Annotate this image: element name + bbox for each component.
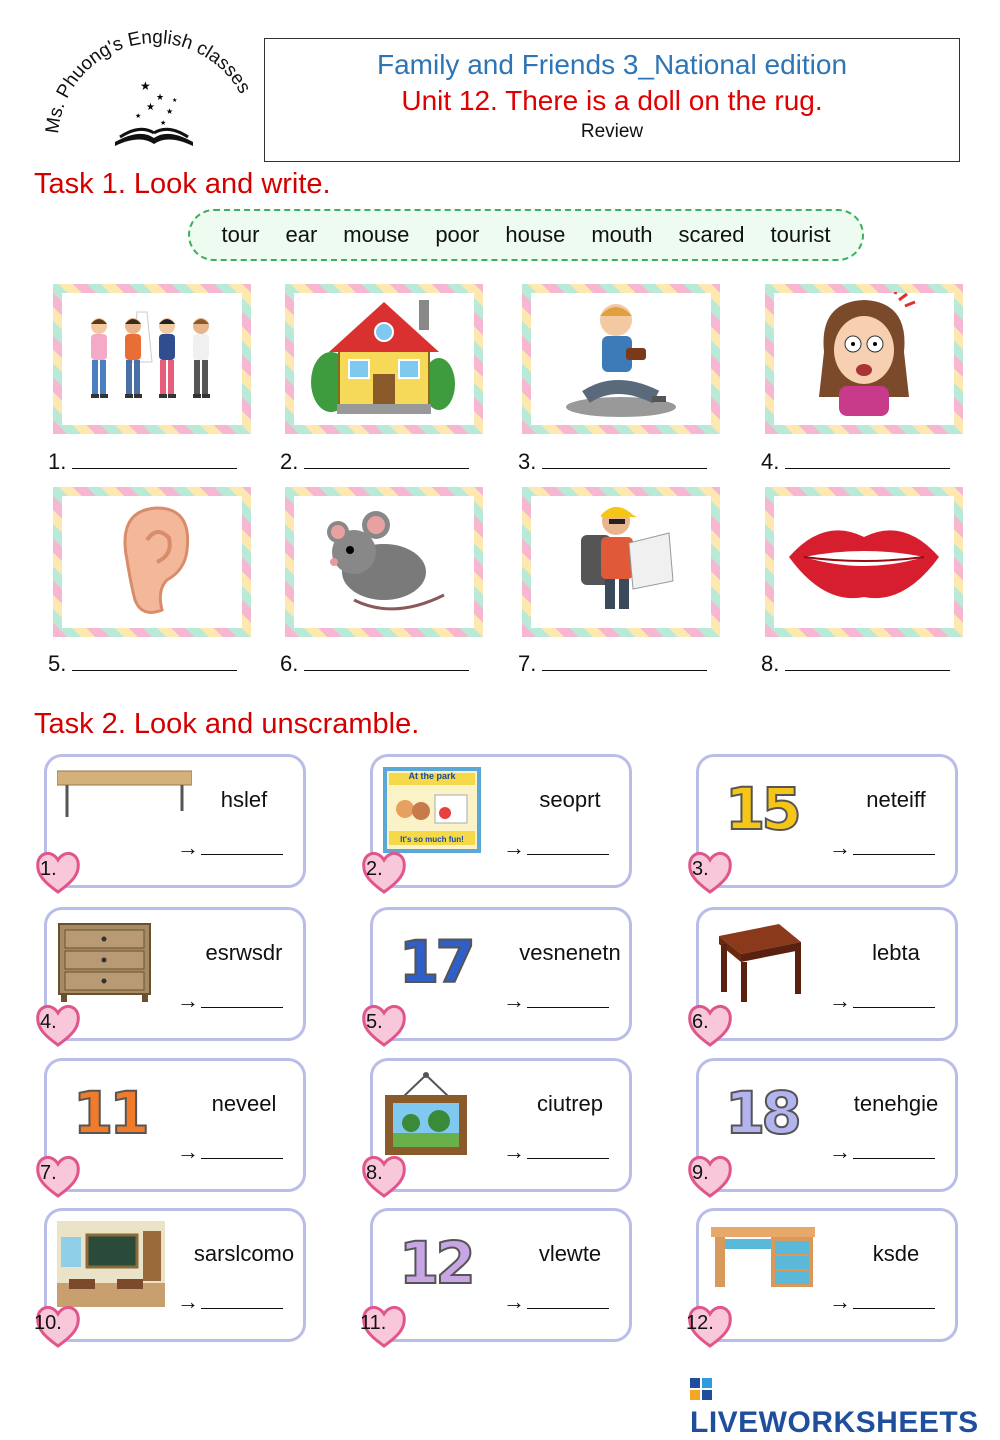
item-number: 11. — [360, 1312, 387, 1334]
header-box — [264, 38, 960, 162]
answer-row — [177, 835, 283, 861]
svg-text:★: ★ — [166, 107, 174, 116]
answer-row — [518, 449, 707, 475]
house-icon — [309, 292, 459, 427]
item-number: 1. — [40, 858, 57, 880]
word-bank-word: mouth — [591, 222, 653, 247]
poster-caption: It's so much fun! — [400, 835, 464, 844]
arrow-icon: → — [177, 1139, 199, 1164]
item-number: 5. — [48, 651, 67, 676]
item-number: 10. — [34, 1312, 62, 1334]
word-bank-word: tour — [221, 222, 260, 247]
item-number: 1. — [48, 449, 67, 474]
unscramble-card — [696, 754, 958, 888]
heart-icon — [34, 1001, 82, 1049]
unscramble-card — [696, 1208, 958, 1342]
answer-row — [177, 1139, 283, 1165]
word-bank-word: poor — [435, 222, 480, 247]
item-number: 5. — [366, 1011, 383, 1033]
answer-row — [177, 1289, 283, 1315]
scrambled-word: sarslcomo — [193, 1241, 295, 1266]
unscramble-card — [44, 907, 306, 1041]
unscramble-card — [370, 1208, 632, 1342]
unscramble-card — [696, 907, 958, 1041]
answer-blank[interactable] — [201, 1290, 283, 1309]
unscramble-card — [370, 754, 632, 888]
unscramble-card — [370, 907, 632, 1041]
word-bank-word: house — [505, 222, 566, 247]
review-label: Review — [580, 121, 644, 142]
item-number: 9. — [692, 1162, 709, 1184]
answer-row — [48, 651, 237, 677]
answer-row — [503, 1139, 609, 1165]
picture-frame-icon — [383, 1071, 493, 1161]
svg-text:★: ★ — [156, 92, 165, 102]
scrambled-word: lebta — [872, 940, 920, 965]
answer-blank[interactable] — [542, 652, 707, 671]
table-icon — [709, 920, 819, 1010]
unit-title: Unit 12. There is a doll on the rug. — [401, 85, 823, 116]
arrow-icon: → — [503, 988, 525, 1013]
arrow-icon: → — [177, 835, 199, 860]
item-number: 12. — [686, 1312, 714, 1334]
answer-blank[interactable] — [72, 450, 237, 469]
heart-icon — [360, 1001, 408, 1049]
answer-row — [503, 835, 609, 861]
mouse-icon — [314, 500, 454, 625]
answer-row — [829, 1289, 935, 1315]
answer-blank[interactable] — [527, 989, 609, 1008]
answer-row — [829, 1139, 935, 1165]
answer-row — [280, 651, 469, 677]
answer-blank[interactable] — [304, 450, 469, 469]
heart-icon — [360, 1302, 408, 1350]
picture-card — [285, 284, 483, 434]
answer-blank[interactable] — [527, 1290, 609, 1309]
word-bank-word: tourist — [770, 222, 831, 247]
answer-row — [761, 449, 950, 475]
scrambled-word: ciutrep — [536, 1091, 604, 1116]
brand-text: LIVEWORKSHEETS — [690, 1406, 979, 1439]
heart-icon — [34, 848, 82, 896]
answer-blank[interactable] — [304, 652, 469, 671]
scrambled-word: vesnenetn — [519, 940, 621, 965]
poster-icon — [383, 767, 493, 857]
liveworksheets-logo-icon — [690, 1378, 712, 1400]
arrow-icon: → — [503, 1139, 525, 1164]
desk-icon — [709, 1221, 819, 1311]
item-number: 2. — [280, 449, 299, 474]
answer-row — [761, 651, 950, 677]
arrow-icon: → — [503, 835, 525, 860]
answer-blank[interactable] — [201, 989, 283, 1008]
answer-blank[interactable] — [527, 1140, 609, 1159]
tour-group-icon — [67, 302, 237, 417]
word-bank — [188, 209, 864, 261]
heart-icon — [686, 1302, 734, 1350]
scrambled-word: vlewte — [538, 1241, 602, 1266]
scrambled-word: hslef — [220, 787, 268, 812]
classroom-icon — [57, 1221, 167, 1311]
item-number: 8. — [366, 1162, 383, 1184]
logo-text: Ms. Phuong's English classes — [42, 30, 255, 135]
scrambled-word: tenehgie — [853, 1091, 939, 1116]
answer-blank[interactable] — [853, 1140, 935, 1159]
task1-title: Task 1. Look and write. — [34, 168, 331, 200]
picture-card — [53, 284, 251, 434]
item-number: 7. — [518, 651, 537, 676]
answer-blank[interactable] — [853, 836, 935, 855]
item-number: 6. — [692, 1011, 709, 1033]
heart-icon — [360, 1152, 408, 1200]
arrow-icon: → — [829, 988, 851, 1013]
arrow-icon: → — [177, 988, 199, 1013]
picture-card — [285, 487, 483, 637]
answer-row — [518, 651, 707, 677]
item-number: 2. — [366, 858, 383, 880]
item-number: 4. — [761, 449, 780, 474]
picture-card — [522, 284, 720, 434]
answer-blank[interactable] — [72, 652, 237, 671]
number-18-icon: 18 — [725, 1079, 798, 1147]
answer-row — [280, 449, 469, 475]
unscramble-card — [44, 1058, 306, 1192]
item-number: 6. — [280, 651, 299, 676]
task2-title: Task 2. Look and unscramble. — [34, 708, 420, 740]
scrambled-word: neveel — [211, 1091, 277, 1116]
scrambled-word: esrwsdr — [205, 940, 283, 965]
poor-boy-icon — [556, 292, 686, 427]
answer-blank[interactable] — [542, 450, 707, 469]
number-11-icon: 11 — [73, 1079, 146, 1147]
scared-girl-icon — [799, 292, 929, 427]
word-bank-word: scared — [678, 222, 745, 247]
heart-icon — [34, 1152, 82, 1200]
answer-blank[interactable] — [853, 1290, 935, 1309]
answer-row — [829, 835, 935, 861]
scrambled-word: neteiff — [866, 787, 926, 812]
arrow-icon: → — [177, 1289, 199, 1314]
shelf-icon — [57, 767, 167, 857]
heart-icon — [34, 1302, 82, 1350]
heart-icon — [360, 848, 408, 896]
heart-icon — [686, 848, 734, 896]
arrow-icon: → — [829, 1289, 851, 1314]
picture-card — [53, 487, 251, 637]
answer-blank[interactable] — [785, 652, 950, 671]
svg-text:★: ★ — [135, 113, 142, 120]
drawers-icon — [57, 920, 167, 1010]
heart-icon — [686, 1001, 734, 1049]
answer-row — [177, 988, 283, 1014]
unscramble-card — [44, 754, 306, 888]
picture-card — [522, 487, 720, 637]
item-number: 7. — [40, 1162, 57, 1184]
word-bank-word: mouse — [343, 222, 410, 247]
svg-text:★: ★ — [146, 102, 155, 113]
arrow-icon: → — [829, 835, 851, 860]
unscramble-card — [44, 1208, 306, 1342]
number-15-icon: 15 — [725, 775, 798, 843]
item-number: 3. — [518, 449, 537, 474]
open-book-stars-icon — [115, 79, 193, 146]
number-12-icon: 12 — [399, 1229, 472, 1297]
item-number: 8. — [761, 651, 780, 676]
answer-blank[interactable] — [527, 836, 609, 855]
scrambled-word: ksde — [872, 1241, 920, 1266]
item-number: 3. — [692, 858, 709, 880]
heart-icon — [686, 1152, 734, 1200]
answer-blank[interactable] — [201, 1140, 283, 1159]
poster-title: At the park — [408, 771, 456, 781]
svg-text:★: ★ — [172, 98, 178, 104]
answer-blank[interactable] — [785, 450, 950, 469]
svg-text:★: ★ — [140, 79, 151, 93]
number-17-icon: 17 — [399, 928, 472, 996]
course-title: Family and Friends 3_National edition — [376, 49, 848, 80]
word-bank-word: ear — [285, 222, 318, 247]
svg-text:★: ★ — [160, 120, 167, 127]
picture-card — [765, 284, 963, 434]
answer-row — [48, 449, 237, 475]
tourist-icon — [561, 495, 681, 630]
arrow-icon: → — [829, 1139, 851, 1164]
unscramble-card — [696, 1058, 958, 1192]
liveworksheets-logo[interactable] — [690, 1372, 1000, 1440]
unscramble-card — [370, 1058, 632, 1192]
ear-icon — [107, 500, 197, 625]
scrambled-word: seoprt — [539, 787, 601, 812]
answer-row — [503, 1289, 609, 1315]
answer-blank[interactable] — [201, 836, 283, 855]
answer-row — [829, 988, 935, 1014]
picture-card — [765, 487, 963, 637]
answer-blank[interactable] — [853, 989, 935, 1008]
answer-row — [503, 988, 609, 1014]
item-number: 4. — [40, 1011, 57, 1033]
school-logo — [40, 30, 260, 160]
arrow-icon: → — [503, 1289, 525, 1314]
mouth-icon — [784, 515, 944, 610]
